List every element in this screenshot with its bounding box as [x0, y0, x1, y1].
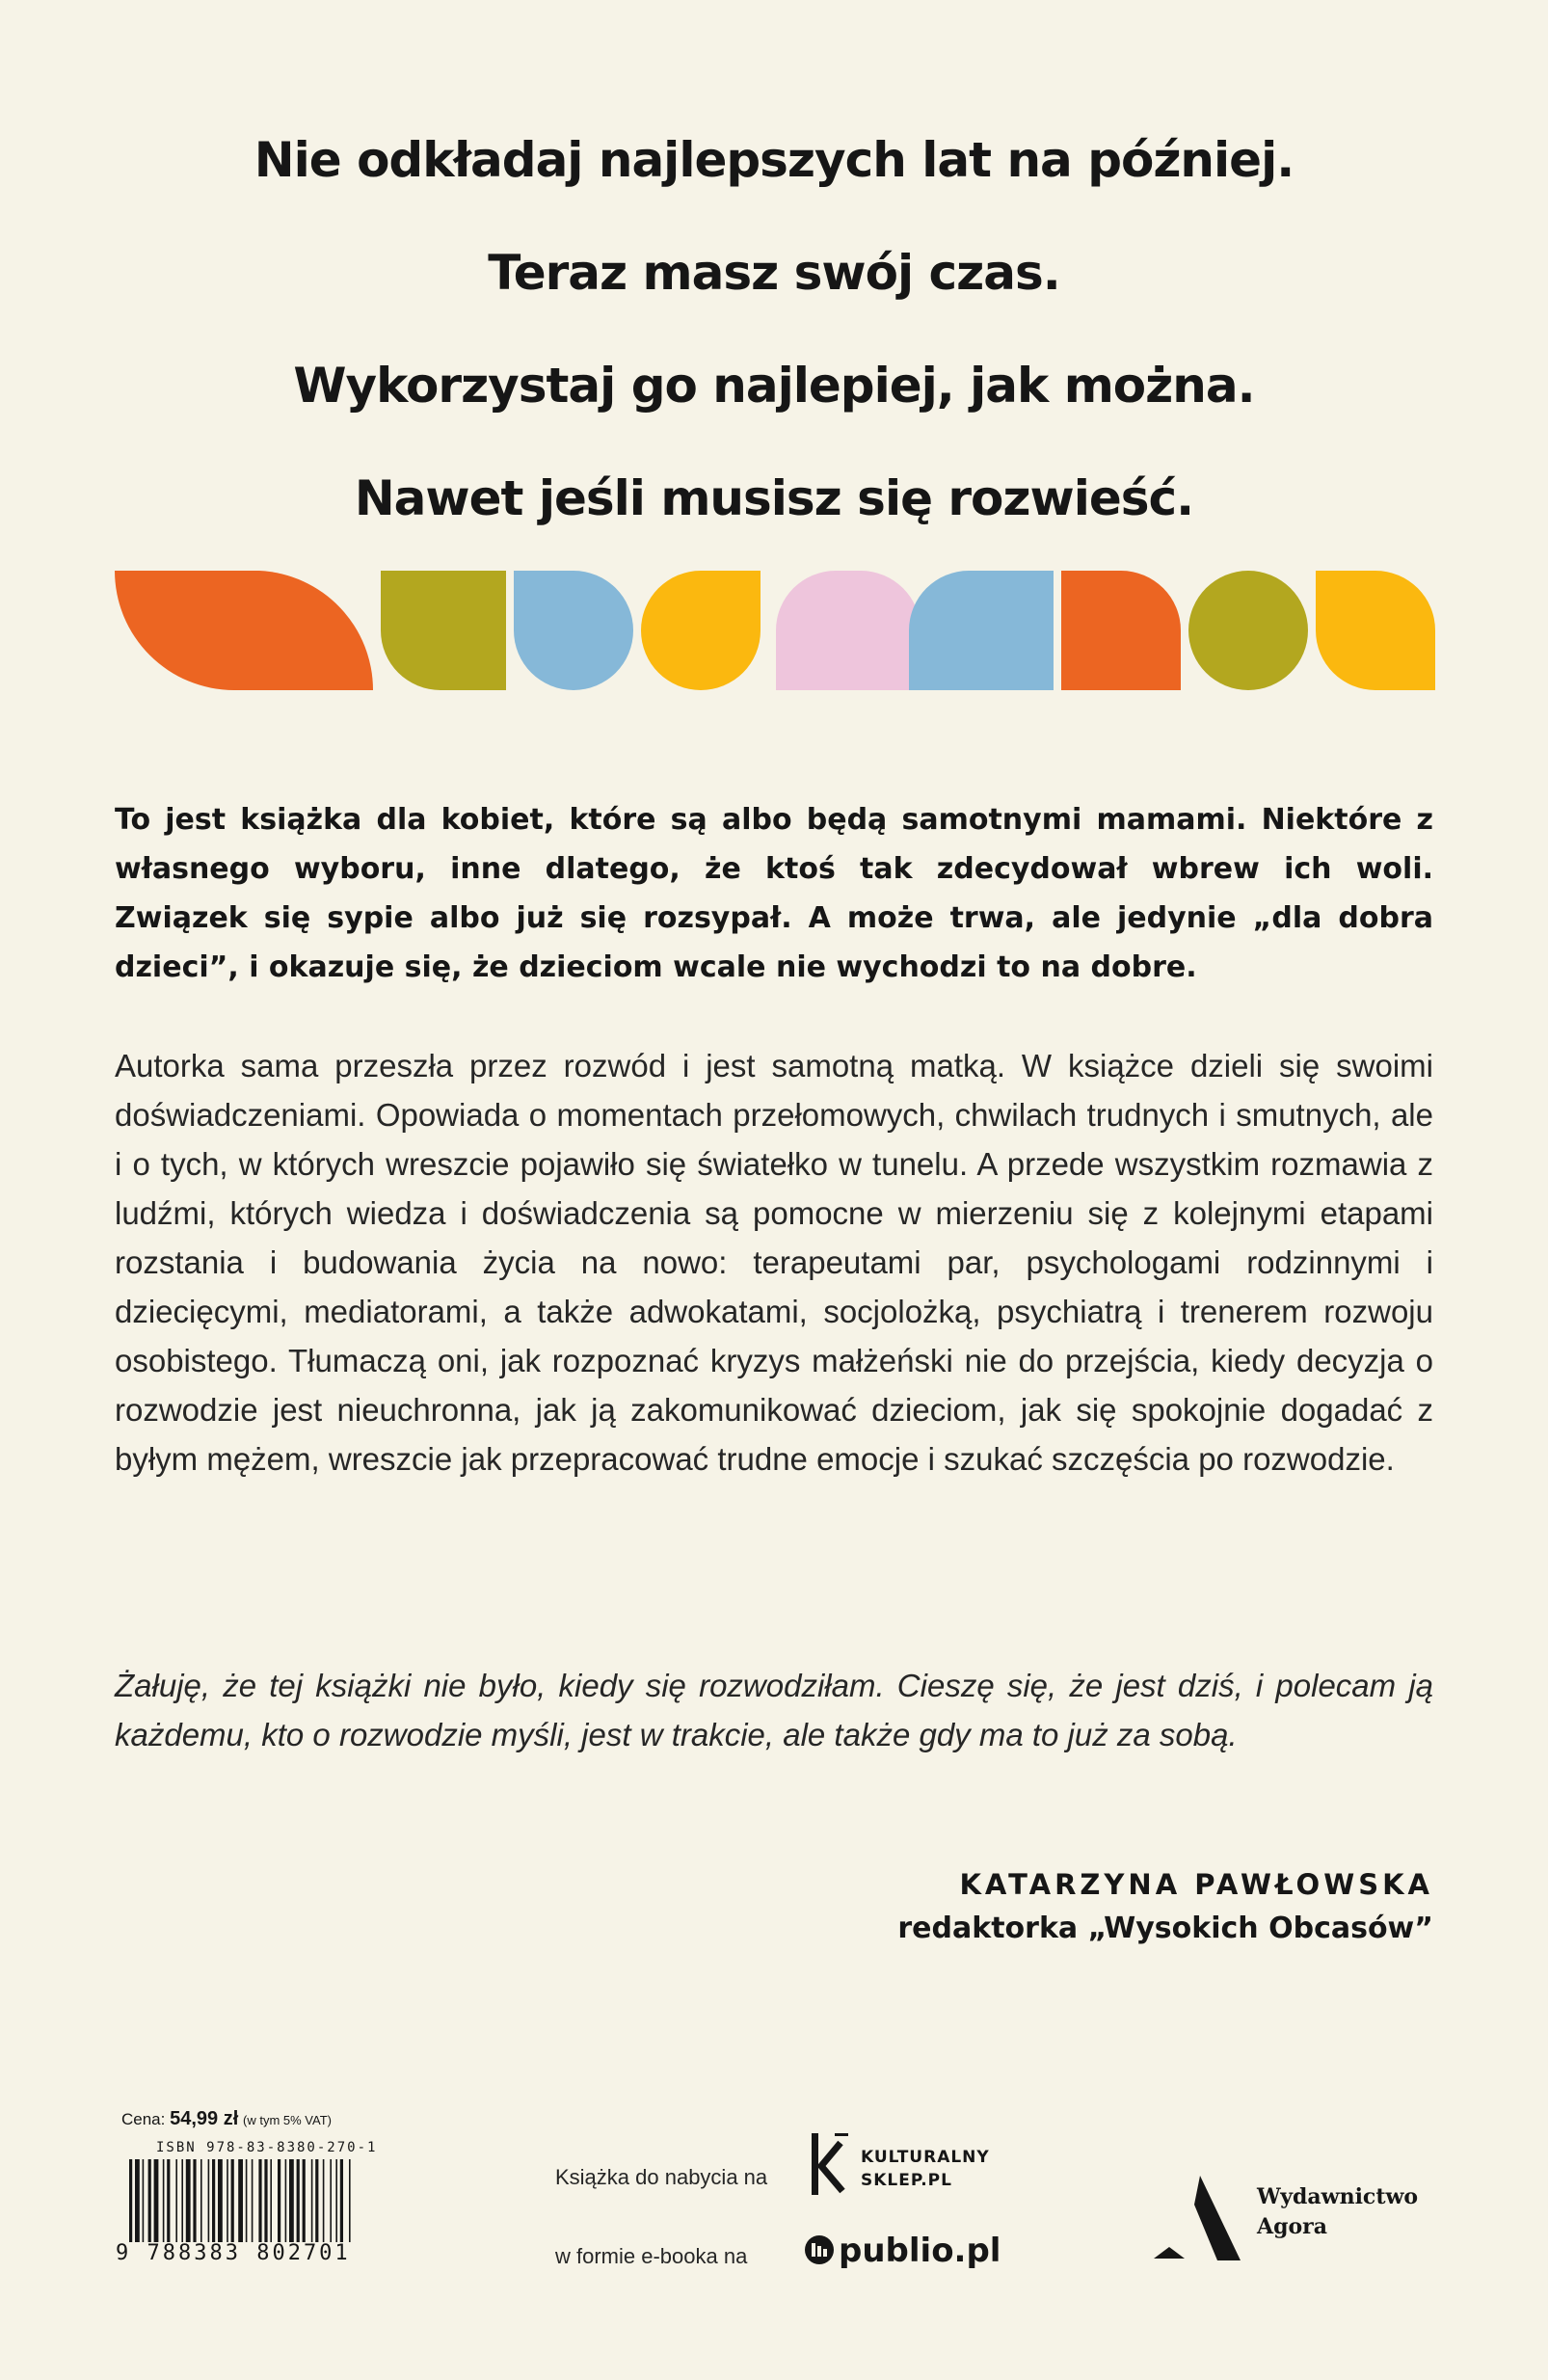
arch-shape — [909, 571, 1054, 690]
corner-shape — [381, 571, 506, 690]
decorative-shapes-row — [115, 571, 1435, 690]
print-availability-label: Książka do nabycia na — [555, 2165, 768, 2189]
price-label: Cena: — [121, 2110, 166, 2128]
publio-store-name: publio.pl — [839, 2232, 1001, 2270]
description-paragraph: Autorka sama przeszła przez rozwód i jest samotną matką. W książce dzieli się swoimi doświadczeniami. Opowiada o momentach przełomowych, chwilach trudnych i smutnych, ale i o tych, w których wreszcie pojawiło się światełko w tunelu. A przede wszystkim rozmawia z ludźmi, których wiedza i doświadczenia są pomocne w mierzeniu się z kolejnymi etapami rozstania i budowania życia na nowo: terapeutami par, psychologami rodzinnymi i dziecięcymi, mediatorami, a także adwokatami, socjolożką, psychiatrą i trenerem rozwoju osobistego. Tłumaczą oni, jak rozpoznać kryzys małżeński nie do przejścia, kiedy decyzja o rozwodzie jest nieuchronna, jak ją zakomunikować dzieciom, jak się spokojnie dogadać z byłym mężem, wreszcie jak przepracować trudne emocje i szukać szczęścia po rozwodzie. — [115, 1048, 1433, 1477]
ebook-availability-label: w formie e-booka na — [555, 2244, 748, 2268]
headline-line: Teraz masz swój czas. — [488, 245, 1060, 301]
headline-line: Nie odkładaj najlepszych lat na później. — [254, 132, 1294, 188]
arch-shape — [776, 571, 921, 690]
drop-shape — [641, 571, 761, 690]
isbn-text: ISBN 978-83-8380-270-1 — [156, 2140, 378, 2155]
drop-shape — [514, 571, 633, 690]
drop-shape — [1316, 571, 1435, 690]
publio-logo-icon — [804, 2234, 835, 2265]
headline — [0, 104, 1548, 555]
circle-shape — [1188, 571, 1308, 690]
attribution-name: KATARZYNA PAWŁOWSKA — [959, 1868, 1433, 1901]
testimonial-quote: Żałuję, że tej książki nie było, kiedy się rozwodziłam. Cieszę się, że jest dziś, i polecam ją każdemu, kto o rozwodzie myśli, jest w trakcie, ale także gdy ma to już za sobą. — [115, 1668, 1433, 1752]
price-info — [121, 2108, 332, 2130]
leaf-shape — [115, 571, 373, 690]
kulturalny-store-name: KULTURALNY SKLEP.PL — [861, 2148, 990, 2190]
headline-line: Wykorzystaj go najlepiej, jak można. — [293, 358, 1255, 414]
agora-logo-icon — [1152, 2176, 1242, 2266]
attribution-role: redaktorka „Wysokich Obcasów” — [897, 1912, 1433, 1945]
arch-shape — [1061, 571, 1181, 690]
price-vat: (w tym 5% VAT) — [243, 2113, 332, 2127]
intro-paragraph: To jest książka dla kobiet, które są albo będą samotnymi mamami. Niektóre z własnego wyboru, inne dlatego, że ktoś tak zdecydował wbrew ich woli. Związek się sypie albo już się rozsypał. A może trwa, ale jedynie „dla dobra dzieci”, i okazuje się, że dzieciom wcale nie wychodzi to na dobre. — [115, 803, 1433, 984]
quote-attribution — [897, 1862, 1433, 1951]
barcode-digits: 9 788383 802701 — [116, 2241, 351, 2265]
kulturalny-logo-icon — [808, 2133, 852, 2195]
publisher-name: Wydawnictwo Agora — [1257, 2184, 1419, 2239]
barcode-icon — [129, 2159, 395, 2246]
price-amount: 54,99 zł — [170, 2108, 239, 2129]
headline-line: Nawet jeśli musisz się rozwieść. — [354, 470, 1194, 526]
